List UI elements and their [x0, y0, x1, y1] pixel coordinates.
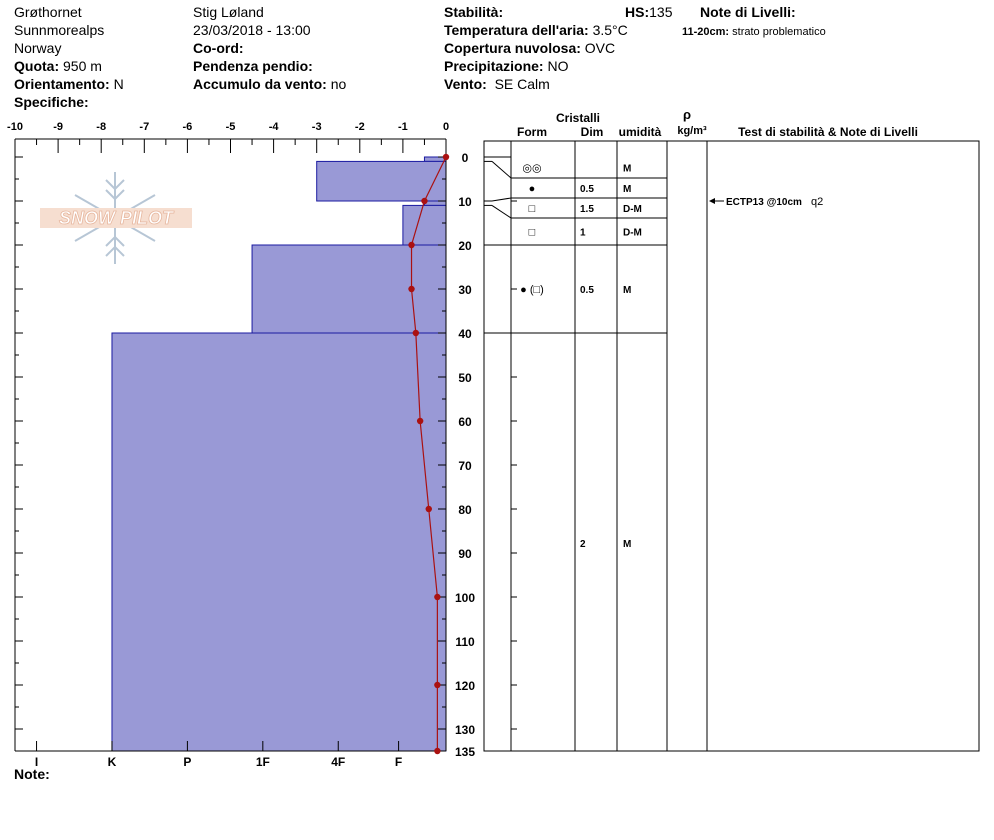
depth-tick-label: 120	[454, 679, 476, 693]
location-name: Grøthornet	[14, 4, 82, 20]
depth-tick-label: 50	[458, 371, 472, 385]
coord-label: Co-ord:	[193, 40, 244, 56]
mountain-range: Sunnmorealps	[14, 22, 105, 38]
test-result: ECTP13 @10cm	[726, 197, 802, 208]
moisture-value: D-M	[623, 204, 642, 215]
temp-tick-label: -1	[398, 121, 408, 133]
aspect-value: N	[113, 76, 124, 92]
table-frame	[484, 141, 979, 751]
depth-tick-label: 70	[458, 459, 472, 473]
hardness-tick-label: K	[107, 755, 117, 769]
depth-tick-label: 110	[455, 635, 475, 649]
air-temp-label: Temperatura dell'aria:	[444, 22, 589, 38]
wind-label: Vento:	[444, 76, 487, 92]
depth-tick-label: 20	[458, 239, 472, 253]
layer-note-text: strato problematico	[732, 26, 826, 38]
temperature-point	[408, 242, 414, 248]
air-temp-value: 3.5°C	[592, 22, 628, 38]
hs-label: HS:	[625, 4, 650, 20]
temperature-point	[434, 594, 440, 600]
temp-tick-label: -10	[7, 121, 23, 133]
temp-tick-label: -6	[182, 121, 193, 133]
elevation-label: Quota:	[14, 58, 60, 74]
date-time: 23/03/2018 - 13:00	[193, 22, 311, 38]
header-form: Form	[517, 125, 547, 139]
header-moisture: umidità	[618, 125, 662, 139]
crystal-size: 2	[580, 539, 586, 550]
depth-tick-label: 40	[458, 327, 472, 341]
crystal-size: 1	[580, 227, 586, 239]
temperature-point	[421, 198, 427, 204]
stability-label: Stabilità:	[444, 4, 504, 20]
hardness-layer-4	[252, 245, 446, 333]
snowpilot-logo	[40, 172, 192, 264]
connector-slant	[492, 198, 511, 201]
layer-notes-title: Note di Livelli:	[700, 4, 796, 20]
crystal-form: ● (□)	[520, 284, 544, 296]
hs-value: 135	[649, 4, 673, 20]
temp-tick-label: -3	[311, 121, 322, 133]
hardness-layers	[112, 157, 446, 751]
note-label: Note:	[14, 766, 50, 782]
wind-loading-label: Accumulo da vento:	[193, 76, 327, 92]
depth-tick-label: 60	[458, 415, 472, 429]
moisture-value: M	[623, 184, 632, 195]
cloud-label: Copertura nuvolosa:	[444, 40, 581, 56]
test-quality: q2	[811, 196, 824, 208]
header-tests: Test di stabilità & Note di Livelli	[738, 125, 918, 139]
crystal-form: □	[528, 203, 536, 215]
moisture-value: M	[623, 539, 632, 550]
connector-slant	[492, 161, 511, 178]
crystal-form: ●	[528, 183, 536, 195]
temp-tick-label: -5	[225, 121, 236, 133]
temp-tick-label: 0	[442, 121, 450, 133]
depth-tick-label: 130	[454, 723, 476, 737]
aspect-label: Orientamento:	[14, 76, 110, 92]
hardness-tick-label: 4F	[331, 755, 346, 769]
header-size: Dim	[580, 125, 604, 139]
connector-slant	[492, 205, 511, 218]
temperature-point	[443, 154, 449, 160]
depth-tick-label: 100	[454, 591, 476, 605]
country: Norway	[14, 40, 62, 56]
wind-value: SE Calm	[494, 76, 550, 92]
layer-table	[484, 107, 979, 751]
temperature-point	[434, 748, 440, 754]
depth-tick-label: 80	[458, 503, 472, 517]
observer: Stig Løland	[193, 4, 264, 20]
depth-tick-label: 30	[458, 283, 472, 297]
header-density-unit: kg/m³	[677, 125, 707, 137]
precip-value: NO	[547, 58, 569, 74]
temperature-point	[417, 418, 423, 424]
moisture-value: M	[623, 285, 632, 296]
specifics-label: Specifiche:	[14, 94, 89, 110]
crystal-form: ◎◎	[522, 162, 542, 175]
crystal-size: 0.5	[580, 184, 594, 195]
moisture-value: D-M	[623, 227, 642, 239]
crystal-size: 0.5	[580, 285, 594, 296]
temperature-point	[426, 506, 432, 512]
crystal-form: □	[528, 226, 536, 239]
elevation-value: 950 m	[63, 58, 102, 74]
hardness-layer-1	[317, 161, 446, 201]
depth-tick-label: 90	[458, 547, 472, 561]
test-arrow-icon	[709, 198, 715, 204]
precip-label: Precipitazione:	[444, 58, 544, 74]
wind-loading-value: no	[330, 76, 347, 92]
temp-tick-label: -9	[53, 121, 63, 133]
hardness-layer-2	[424, 201, 446, 205]
header-crystals: Cristalli	[555, 111, 601, 125]
temp-tick-label: -4	[268, 121, 279, 133]
slope-label: Pendenza pendio:	[193, 58, 313, 74]
temperature-point	[413, 330, 419, 336]
hardness-layer-3	[403, 205, 446, 245]
hardness-layer-5	[112, 333, 446, 751]
temp-tick-label: -2	[354, 121, 365, 133]
cloud-value: OVC	[584, 40, 616, 56]
crystal-size: 1.5	[580, 204, 594, 215]
depth-tick-label: 135	[454, 745, 476, 759]
header-density-symbol: ρ	[682, 107, 692, 122]
temp-tick-label: -8	[96, 121, 107, 133]
hardness-tick-label: I	[34, 755, 39, 769]
temp-tick-label: -7	[139, 121, 150, 133]
layer-note-depth: 11-20cm:	[682, 26, 730, 38]
hardness-tick-label: 1F	[255, 755, 270, 769]
hardness-tick-label: F	[394, 755, 403, 769]
logo-text: SNOW PILOT	[59, 208, 173, 228]
hardness-layer-0	[424, 157, 446, 161]
moisture-value: M	[623, 163, 632, 175]
temperature-point	[408, 286, 414, 292]
hardness-tick-label: P	[183, 755, 192, 769]
temperature-point	[434, 682, 440, 688]
depth-tick-label: 0	[461, 151, 469, 165]
depth-tick-label: 10	[458, 195, 472, 209]
